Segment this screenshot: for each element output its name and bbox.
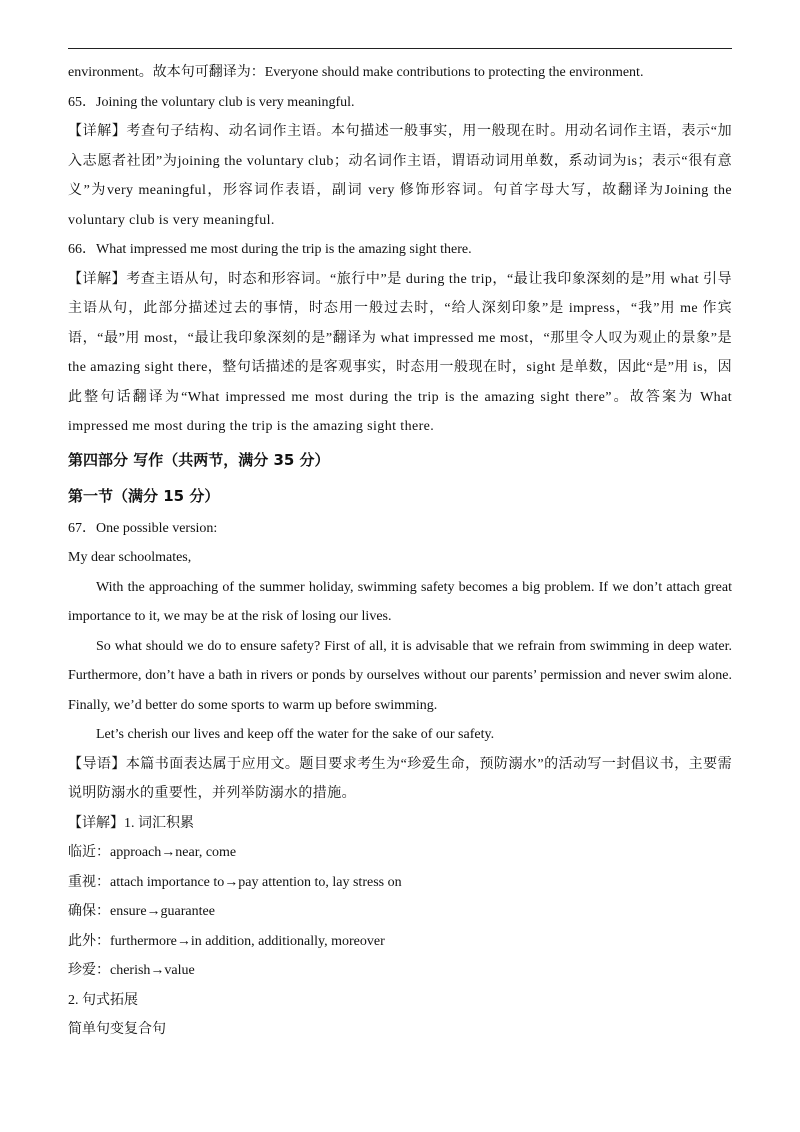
letter-salutation: My dear schoolmates, [68,550,192,565]
letter-paragraph-2: So what should we do to ensure safety? First of all, it is advisable that we refrain from swimming in deep water. Furthermore, don’t have a bath in rivers or ponds by ourselves without our parents’ permission and never swim alone. Finally, we’d better do some sports to warm up before swimming. [68,638,732,713]
explanation-65: 【详解】考查句子结构、动名词作主语。本句描述一般事实，用一般现在时。用动名词作主语，表示“加入志愿者社团”为joining the voluntary club；动名词作主语，谓语动词用单数，系动词为is；表示“很有意义”为very meaningful，形容词作表语，副词 very 修饰形容词。句首字母大写，故翻译为Joining the voluntary club is very meaningful. [68,124,732,228]
vocab-item-ensure: 确保：ensure→guarantee [68,904,215,919]
page-body [68,58,732,1045]
section-heading-writing: 第四部分 写作（共两节，满分 35 分） [68,450,330,469]
answer-67-label: 67．One possible version: [68,520,218,536]
letter-paragraph-3: Let’s cherish our lives and keep off the water for the sake of our safety. [96,727,495,742]
guide-note: 【导语】本篇书面表达属于应用文。题目要求考生为“珍爱生命，预防溺水”的活动写一封倡议书，主要需说明防溺水的重要性，并列举防溺水的措施。 [68,756,732,801]
sentence-expansion-heading: 2. 句式拓展 [68,992,138,1008]
explanation-66: 【详解】考查主语从句，时态和形容词。“旅行中”是 during the trip，“最让我印象深刻的是”用 what 引导主语从句，此部分描述过去的事情，时态用一般过去时，“给人深刻印象”是 impress，“我”用 me 作宾语，“最”用 most，“最让我印象深刻的是”翻译为 what impressed me most，“那里令人叹为观止的景象”是 the amazing sight there，整句话描述的是客观事实，时态用一般现在时，sight 是单数，因此“是”用 is，因此整句话翻译为“What impressed me most during the trip is the amazing sight there”。故答案为 What impressed me most during the trip is the amazing sight there. [68,271,732,434]
vocab-item-furthermore: 此外：furthermore→in addition, additionally, moreover [68,933,385,949]
vocab-item-cherish: 珍爱：cherish→value [68,963,195,978]
answer-65: 65．Joining the voluntary club is very meaningful. [68,94,355,110]
header-rule [68,48,732,49]
answer-64-continuation: environment。故本句可翻译为：Everyone should make contributions to protecting the environment. [68,65,644,80]
subsection-heading-1: 第一节（满分 15 分） [68,486,220,505]
vocab-item-approach: 临近：approach→near, come [68,845,237,860]
letter-paragraph-1: With the approaching of the summer holiday, swimming safety becomes a big problem. If we don’t attach great importance to it, we may be at the risk of losing our lives. [68,579,732,624]
answer-66: 66．What impressed me most during the trip is the amazing sight there. [68,242,472,257]
vocab-item-attach-importance: 重视：attach importance to→pay attention to, lay stress on [68,874,402,890]
sentence-expansion-subheading: 简单句变复合句 [68,1022,166,1037]
vocab-heading: 【详解】1. 词汇积累 [68,815,194,831]
